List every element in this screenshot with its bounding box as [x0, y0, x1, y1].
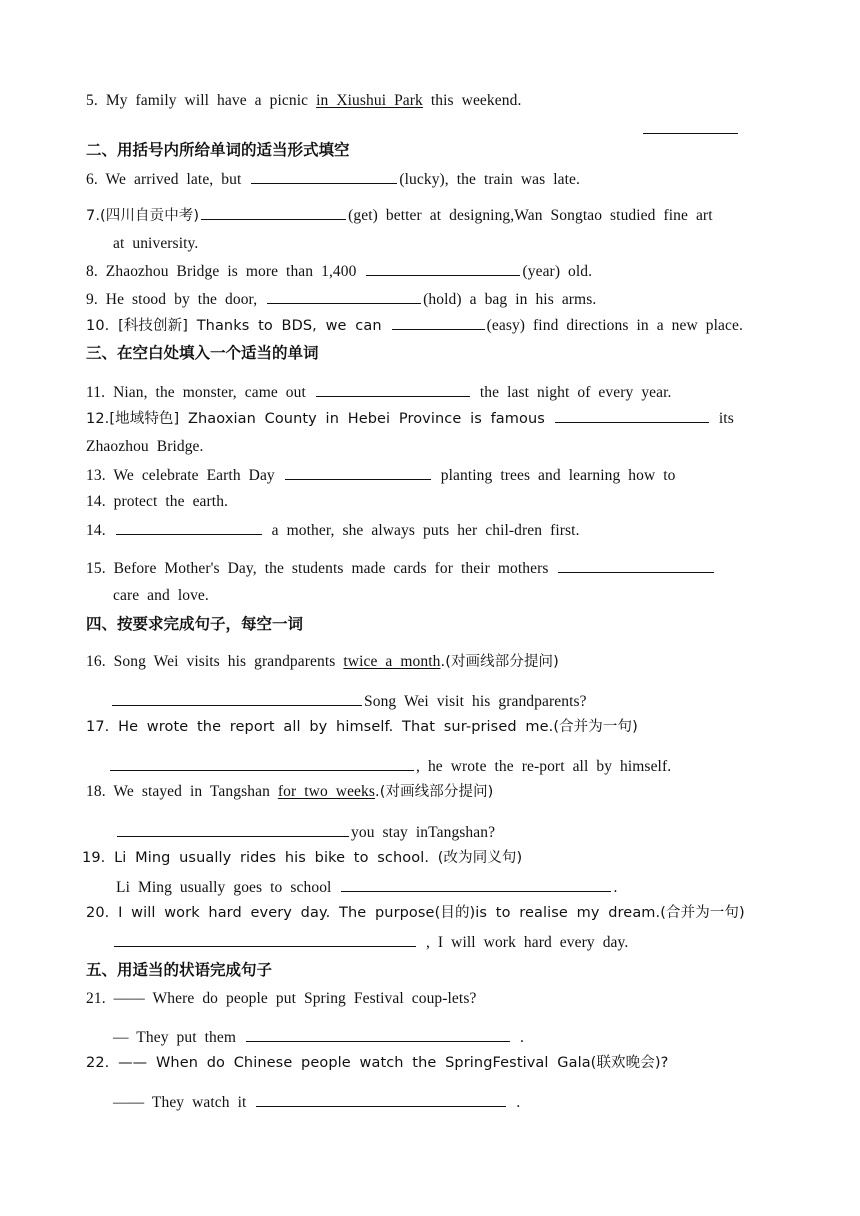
question-5 — [86, 91, 521, 111]
q19-answer-line — [116, 877, 617, 898]
q14-number: 14. — [86, 522, 106, 539]
question-9 — [86, 289, 596, 310]
question-10 — [86, 315, 743, 336]
q8-text: 8. Zhaozhou Bridge is more than 1,400 — [86, 263, 357, 280]
q9-answer-blank[interactable] — [267, 289, 421, 304]
q20-answer-line — [112, 932, 628, 953]
q20-text: 20. I will work hard every day. The purpose(目的)is to realise my dream.(合并为一句) — [86, 905, 745, 921]
q13-continuation: 14. protect the earth. — [86, 493, 229, 510]
q5-text: My family will have a picnic — [105, 92, 309, 109]
q12-continuation: Zhaozhou Bridge. — [86, 438, 204, 455]
q15-answer-blank[interactable] — [558, 558, 714, 573]
q17-answer-text: , he wrote the re-port all by himself. — [416, 758, 672, 775]
q7-answer-blank[interactable] — [201, 205, 346, 220]
q7-continuation: at university. — [113, 235, 199, 252]
q21-answer-period: . — [519, 1029, 524, 1046]
q13-text-end: planting trees and learning how to — [440, 467, 676, 484]
question-21 — [86, 989, 476, 1009]
q16-instruction: .(对画线部分提问) — [440, 654, 559, 670]
q7-text-end: (get) better at designing,Wan Songtao studied fine art — [348, 207, 713, 224]
q5-text-end: this weekend. — [430, 92, 522, 109]
q15-continuation: care and love. — [113, 587, 209, 604]
q12-text-end: its — [718, 410, 734, 427]
q7-text: 7.(四川自贡中考) — [86, 208, 200, 224]
q10-answer-blank[interactable] — [392, 315, 485, 330]
q10-text: 10. [科技创新] Thanks to BDS, we can — [86, 318, 382, 334]
q16-text: 16. Song Wei visits his grandparents — [86, 653, 336, 670]
q11-text-end: the last night of every year. — [479, 384, 672, 401]
q16-underlined-phrase: twice a month — [343, 653, 441, 670]
question-14 — [86, 520, 580, 541]
question-7 — [86, 205, 713, 226]
question-17 — [86, 717, 638, 737]
q17-answer-line — [108, 756, 671, 777]
q21-text: 21. —— Where do people put Spring Festival coup-lets? — [86, 990, 477, 1007]
question-15 — [86, 558, 716, 579]
q14-text: a mother, she always puts her chil-dren first. — [271, 522, 580, 539]
q6-text: 6. We arrived late, but — [86, 171, 242, 188]
q22-answer-line — [113, 1092, 520, 1113]
question-13 — [86, 465, 676, 486]
section-3-title: 三、在空白处填入一个适当的单词 — [86, 344, 319, 362]
q9-text-end: (hold) a bag in his arms. — [423, 291, 597, 308]
q13-answer-blank[interactable] — [285, 465, 431, 480]
q6-answer-blank[interactable] — [251, 169, 397, 184]
q18-answer-line — [115, 822, 495, 843]
q8-text-end: (year) old. — [522, 263, 593, 280]
q19-text: 19. Li Ming usually rides his bike to school. (改为同义句) — [82, 850, 523, 866]
q18-text: 18. We stayed in Tangshan — [86, 783, 270, 800]
q19-answer-period: . — [613, 879, 618, 896]
q22-answer-text: —— They watch it — [113, 1094, 247, 1111]
q13-text: 13. We celebrate Earth Day — [86, 467, 275, 484]
q21-answer-blank[interactable] — [246, 1027, 510, 1042]
q18-answer-text: you stay inTangshan? — [351, 824, 496, 841]
question-8 — [86, 261, 592, 282]
question-19 — [82, 848, 522, 868]
section-5-title: 五、用适当的状语完成句子 — [86, 961, 273, 979]
q9-text: 9. He stood by the door, — [86, 291, 258, 308]
q21-answer-text: — They put them — [113, 1029, 236, 1046]
question-18 — [86, 782, 493, 802]
q12-text: 12.[地域特色] Zhaoxian County in Hebei Province is famous — [86, 411, 545, 427]
q21-answer-line — [113, 1027, 524, 1048]
q19-answer-blank[interactable] — [341, 877, 611, 892]
q18-instruction: .(对画线部分提问) — [375, 784, 494, 800]
q6-text-end: (lucky), the train was late. — [399, 171, 580, 188]
q14-answer-blank[interactable] — [116, 520, 262, 535]
q17-answer-blank[interactable] — [110, 756, 414, 771]
section-4-title: 四、按要求完成句子，每空一词 — [86, 615, 304, 633]
q22-text: 22. —— When do Chinese people watch the SpringFestival Gala(联欢晚会)? — [86, 1055, 669, 1071]
q12-answer-blank[interactable] — [555, 408, 709, 423]
q15-text: 15. Before Mother's Day, the students made cards for their mothers — [86, 560, 549, 577]
q11-text: 11. Nian, the monster, came out — [86, 384, 306, 401]
q5-answer-blank[interactable] — [643, 133, 738, 134]
q11-answer-blank[interactable] — [316, 382, 470, 397]
q22-answer-blank[interactable] — [256, 1092, 506, 1107]
q17-text: 17. He wrote the report all by himself. That sur-prised me.(合并为一句) — [86, 719, 638, 735]
q18-answer-blank[interactable] — [117, 822, 349, 837]
q16-answer-line — [110, 691, 587, 712]
question-6 — [86, 169, 580, 190]
q8-answer-blank[interactable] — [366, 261, 520, 276]
q5-underlined-phrase: in Xiushui Park — [316, 92, 423, 109]
question-12 — [86, 408, 734, 429]
question-20 — [86, 903, 745, 923]
question-22 — [86, 1053, 668, 1073]
question-11 — [86, 382, 672, 403]
q20-answer-text: , I will work hard every day. — [425, 934, 629, 951]
q22-answer-period: . — [516, 1094, 521, 1111]
q18-underlined-phrase: for two weeks — [277, 783, 376, 800]
section-2-title: 二、用括号内所给单词的适当形式填空 — [86, 141, 350, 159]
q19-answer-text: Li Ming usually goes to school — [116, 879, 332, 896]
q5-number: 5. — [86, 92, 98, 109]
q10-text-end: (easy) find directions in a new place. — [486, 317, 743, 334]
question-16 — [86, 652, 559, 672]
q16-answer-blank[interactable] — [112, 691, 362, 706]
q20-answer-blank[interactable] — [114, 932, 416, 947]
q16-answer-text: Song Wei visit his grandparents? — [364, 693, 587, 710]
